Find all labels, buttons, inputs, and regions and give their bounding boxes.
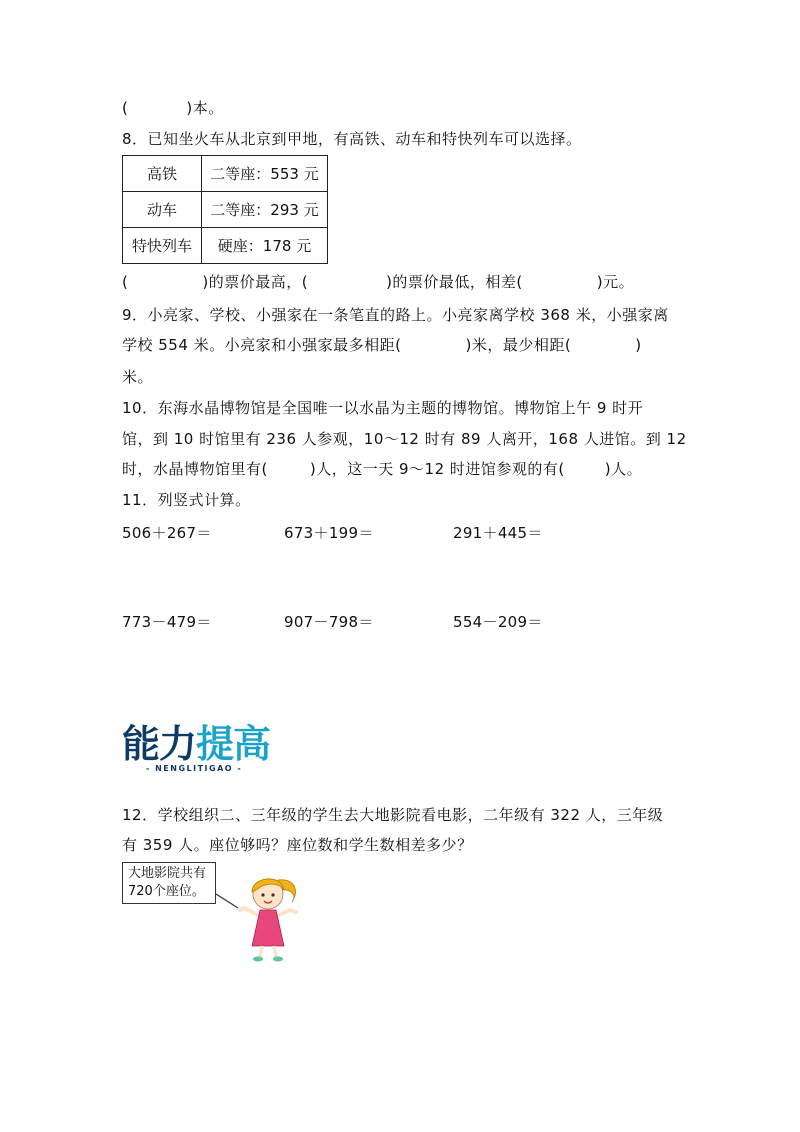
q9-text-part: 学校 554 米。小亮家和小强家最多相距( <box>122 336 402 354</box>
table-row <box>123 156 328 192</box>
q7-close-text: )本。 <box>186 99 224 117</box>
shoe-left <box>253 957 263 962</box>
arm-right <box>276 910 296 916</box>
q7-answer-line <box>122 98 224 118</box>
logo-title <box>122 724 270 764</box>
eye-left <box>261 893 264 896</box>
q8-text-part: )元。 <box>596 273 635 291</box>
q9-line2 <box>122 335 642 355</box>
fare-cell: 二等座：293 元 <box>202 192 328 228</box>
leg-left <box>260 946 262 958</box>
logo-subtitle: - NENGLITIGAO - <box>146 764 243 773</box>
q9-text-part: )米，最少相距( <box>465 336 572 354</box>
q11-title: 11．列竖式计算。 <box>122 491 251 509</box>
q10-line3 <box>122 459 642 479</box>
bubble-pointer <box>216 894 238 908</box>
q12-line1: 12．学校组织二、三年级的学生去大地影院看电影，二年级有 322 人，三年级 <box>122 806 664 824</box>
q7-open-paren: ( <box>122 99 129 117</box>
arm-left <box>240 908 260 916</box>
calc-expression: 907－798＝ <box>284 613 374 631</box>
calc-expression: 773－479＝ <box>122 613 212 631</box>
train-type-cell: 高铁 <box>123 156 202 192</box>
section-logo <box>122 724 270 773</box>
fare-table <box>122 155 328 264</box>
q8-text-part: ( <box>122 273 129 291</box>
eye-right <box>271 893 274 896</box>
logo-title-part: 能力 <box>122 722 197 766</box>
q8-text-part: )的票价最低，相差( <box>386 273 523 291</box>
logo-title-part: 提高 <box>196 722 271 766</box>
q10-text-part: )人。 <box>604 460 643 478</box>
q10-text-part: )人，这一天 9～12 时进馆参观的有( <box>309 460 565 478</box>
train-type-cell: 动车 <box>123 192 202 228</box>
speech-bubble <box>122 862 216 904</box>
calc-expression: 291＋445＝ <box>453 524 543 542</box>
calc-expression: 506＋267＝ <box>122 524 212 542</box>
q8-question: 8．已知坐火车从北京到甲地，有高铁、动车和特快列车可以选择。 <box>122 130 582 148</box>
train-type-cell: 特快列车 <box>123 228 202 264</box>
girl-illustration <box>216 868 306 964</box>
calc-expression: 673＋199＝ <box>284 524 374 542</box>
shoe-right <box>273 957 283 962</box>
q10-line2: 馆，到 10 时馆里有 236 人参观，10～12 时有 89 人离开，168 人进馆。到 12 <box>122 430 687 448</box>
q12-line2: 有 359 人。座位够吗？座位数和学生数相差多少？ <box>122 836 473 854</box>
q9-line3: 米。 <box>122 368 154 386</box>
fare-cell: 二等座：553 元 <box>202 156 328 192</box>
q8-answer-line <box>122 272 634 292</box>
bubble-line: 大地影院共有 <box>128 866 207 881</box>
q10-line1: 10．东海水晶博物馆是全国唯一以水晶为主题的博物馆。博物馆上午 9 时开 <box>122 399 644 417</box>
q9-line1: 9．小亮家、学校、小强家在一条笔直的路上。小亮家离学校 368 米，小强家离 <box>122 306 669 324</box>
q9-text-part: ) <box>635 336 642 354</box>
fare-cell: 硬座：178 元 <box>202 228 328 264</box>
q8-text-part: )的票价最高，( <box>202 273 309 291</box>
leg-right <box>274 946 276 958</box>
q10-text-part: 时，水晶博物馆里有( <box>122 460 268 478</box>
table-row <box>123 192 328 228</box>
bubble-line: 720个座位。 <box>128 884 205 899</box>
calc-expression: 554－209＝ <box>453 613 543 631</box>
table-row <box>123 228 328 264</box>
